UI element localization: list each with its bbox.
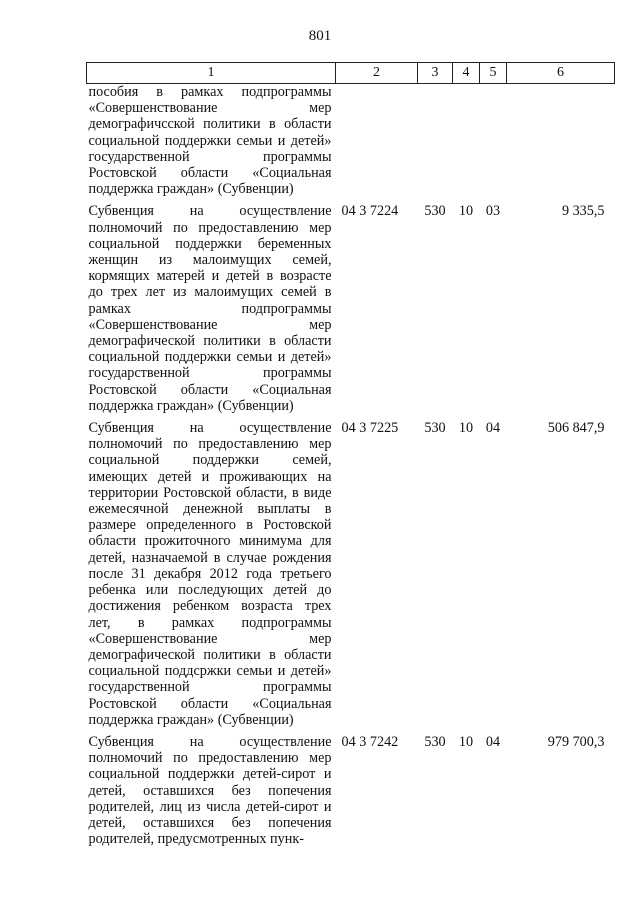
- row-description: Субвенция на осуществление полномочий по предоставлению мер социальной поддержки семей, имеющих детей и проживающих на территории Ростовской области, в виде ежемесячной денежной выплаты в размере определенного в Ростовской области прожиточного минимума для детей, назначаемой в случае рождения после 31 декабря 2012 года третьего ребенка или последующих детей до достижения ребенком возраста трех лет, в рамках подпрограммы «Совершенствование мер демографической политики в области социальной поддсржки семьи и детей» государственной программы Ростовской области «Социальная поддержка граждан» (Субвенции): [88, 420, 332, 728]
- column-header-3: 3: [418, 63, 453, 84]
- row-amount: 506 847,9: [547, 420, 605, 437]
- row-target-code: 04 3 7224: [341, 203, 399, 220]
- table-row: [87, 84, 615, 198]
- table-row: [87, 728, 615, 847]
- row-subsection: 04: [485, 420, 501, 437]
- row-expense-type: 530: [424, 203, 446, 220]
- row-target-code: 04 3 7242: [341, 733, 399, 750]
- row-subsection: 04: [485, 733, 501, 750]
- row-section: [453, 84, 480, 198]
- row-expense-type: 530: [424, 733, 446, 750]
- row-target-code: 04 3 7225: [341, 420, 399, 437]
- column-header-6: 6: [507, 63, 615, 84]
- column-header-5: 5: [480, 63, 507, 84]
- table-row: [87, 414, 615, 728]
- table-header-row: [87, 63, 615, 84]
- row-amount: 979 700,3: [547, 733, 605, 750]
- row-section: 10: [458, 420, 474, 437]
- budget-table: [86, 62, 615, 847]
- page-number: 801: [308, 28, 332, 44]
- column-header-1: 1: [87, 63, 336, 84]
- row-amount: [507, 84, 615, 198]
- row-section: 10: [458, 203, 474, 220]
- table-row: [87, 197, 615, 414]
- row-subsection: [480, 84, 507, 198]
- row-section: 10: [458, 733, 474, 750]
- row-expense-type: [418, 84, 453, 198]
- row-target-code: [336, 84, 418, 198]
- row-description: Субвенция на осуществление полномочий по предоставлению мер социальной поддержки беременных женщин из малоимущих семей, кормящих матерей и детей в возрасте до трех лет из малоимущих семей в рамках подпрограммы «Совершенствование мер демографической политики в области социальной поддержки семьи и детей» государственной программы Ростовской области «Социальная поддержка граждан» (Субвенции): [88, 203, 332, 414]
- row-description: Субвенция на осуществление полномочий по предоставлению мер социальной поддержки детей-сирот и детей, оставшихся без попечения родителей, лиц из числа детей-сирот и детей, оставшихся без попечения родителей, предусмотренных пунк-: [88, 733, 332, 848]
- row-description: пособия в рамках подпрограммы «Совершенствование мер демографичсской политики в области социальной поддержки семьи и детей» государственной программы Ростовской области «Социальная поддержка граждан» (Субвенции): [88, 84, 332, 198]
- row-amount: 9 335,5: [561, 203, 605, 220]
- row-expense-type: 530: [424, 420, 446, 437]
- row-subsection: 03: [485, 203, 501, 220]
- column-header-2: 2: [336, 63, 418, 84]
- column-header-4: 4: [453, 63, 480, 84]
